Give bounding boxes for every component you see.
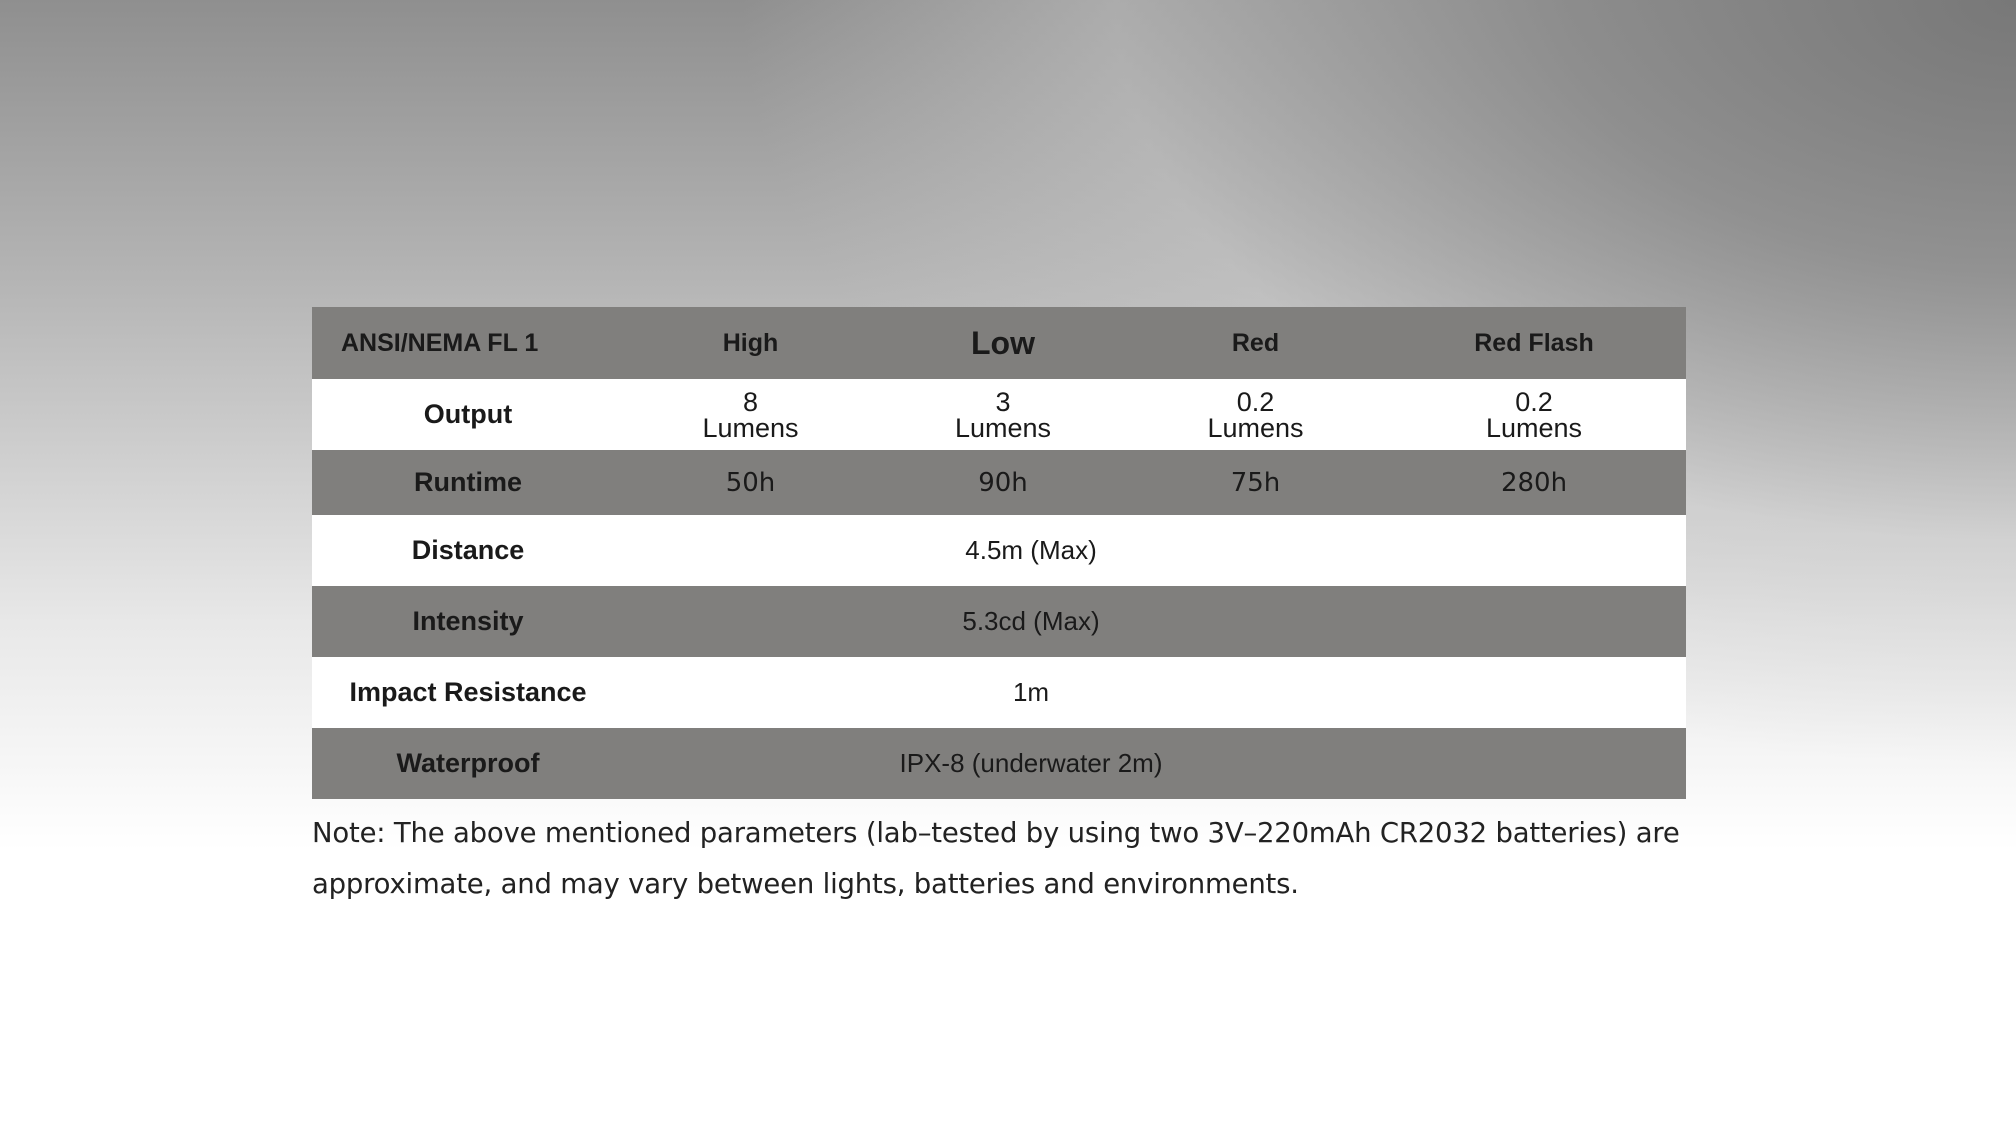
output-label: Output [312, 379, 624, 450]
output-red-flash-unit: Lumens [1485, 412, 1583, 443]
table-row-waterproof [312, 728, 1686, 799]
output-red [1129, 379, 1382, 450]
waterproof-label: Waterproof [312, 728, 624, 799]
table-row-impact [312, 657, 1686, 728]
output-red-value: 0.2 [1236, 386, 1275, 417]
header-red: Red [1129, 307, 1382, 379]
runtime-low: 90h [877, 450, 1129, 515]
footnote-line-2: approximate, and may vary between lights, batteries and environments. [312, 868, 1299, 900]
output-high-value: 8 [742, 386, 759, 417]
runtime-high: 50h [624, 450, 877, 515]
distance-value: 4.5m (Max) [624, 515, 1686, 586]
footnote-line-1: Note: The above mentioned parameters (lab–tested by using two 3V–220mAh CR2032 batteries) are [312, 817, 1680, 849]
intensity-label: Intensity [312, 586, 624, 657]
runtime-red-flash: 280h [1382, 450, 1686, 515]
output-high [624, 379, 877, 450]
runtime-red: 75h [1129, 450, 1382, 515]
impact-label: Impact Resistance [312, 657, 624, 728]
header-standard-label: ANSI/NEMA FL 1 [312, 307, 624, 379]
header-low: Low [877, 307, 1129, 379]
runtime-label: Runtime [312, 450, 624, 515]
output-red-unit: Lumens [1207, 412, 1304, 443]
output-low-unit: Lumens [954, 412, 1052, 443]
output-red-flash [1382, 379, 1686, 450]
table-row-output [312, 379, 1686, 450]
waterproof-value: IPX-8 (underwater 2m) [624, 728, 1686, 799]
intensity-value: 5.3cd (Max) [624, 586, 1686, 657]
distance-label: Distance [312, 515, 624, 586]
spec-table [312, 307, 1686, 799]
table-row-intensity [312, 586, 1686, 657]
footnote [312, 808, 1712, 910]
table-header-row [312, 307, 1686, 379]
header-red-flash: Red Flash [1382, 307, 1686, 379]
output-low-value: 3 [995, 386, 1011, 417]
table-row-runtime [312, 450, 1686, 515]
header-high: High [624, 307, 877, 379]
output-high-unit: Lumens [702, 412, 799, 443]
output-low [877, 379, 1129, 450]
output-red-flash-value: 0.2 [1515, 386, 1553, 417]
table-row-distance [312, 515, 1686, 586]
impact-value: 1m [624, 657, 1686, 728]
